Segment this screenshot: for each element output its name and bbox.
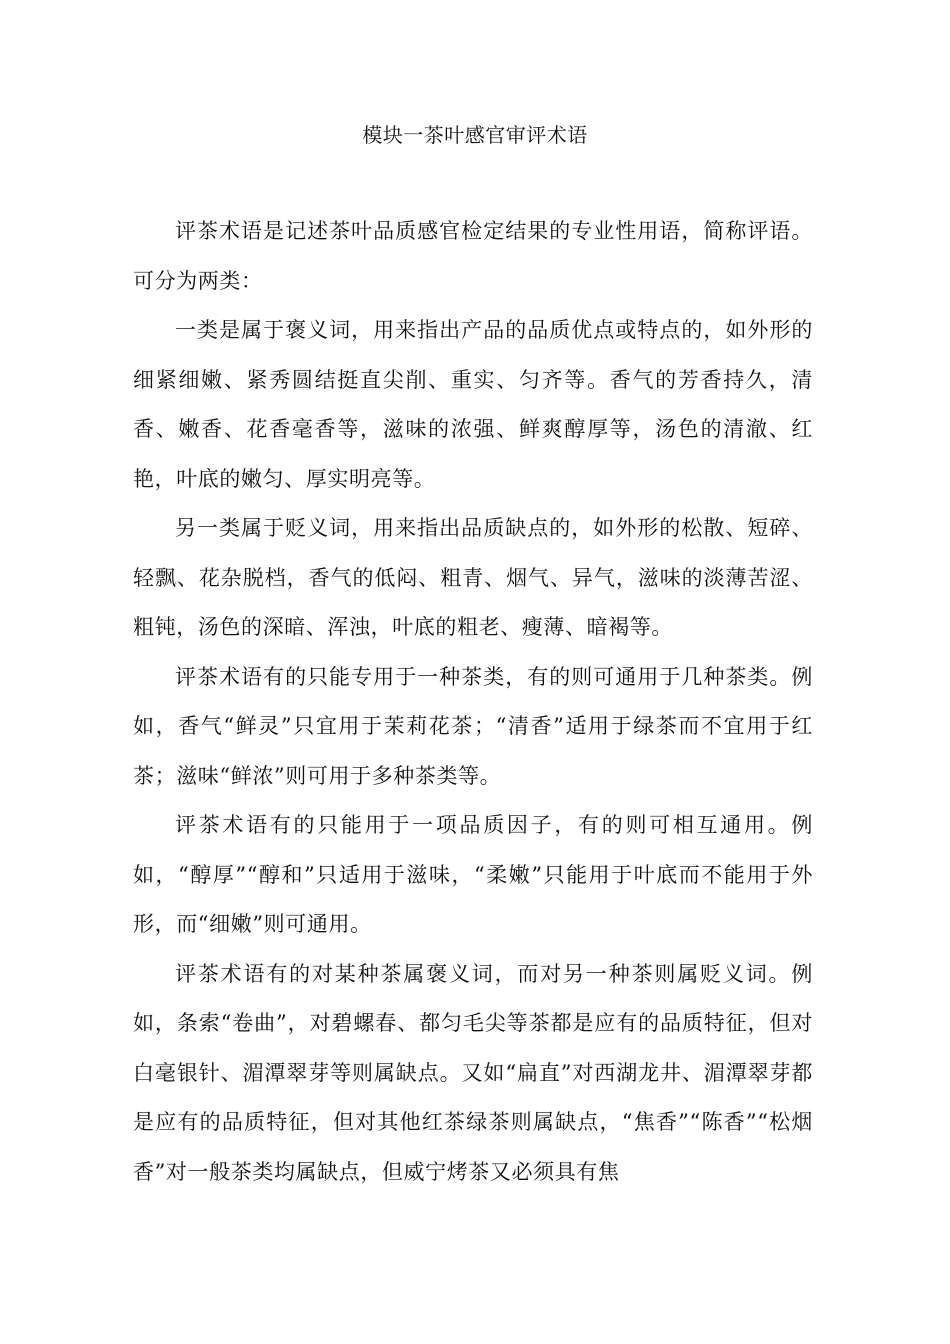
document-body [133,207,813,1197]
paragraph-negative-terms: 另一类属于贬义词，用来指出品质缺点的，如外形的松散、短碎、轻飘、花杂脱档，香气的低闷、粗青、烟气、异气，滋味的淡薄苦涩、粗钝，汤色的深暗、浑浊，叶底的粗老、瘦薄、暗褐等。 [133,516,813,639]
paragraph-positive-terms: 一类是属于褒义词，用来指出产品的品质优点或特点的，如外形的细紧细嫩、紧秀圆结挺直尖削、重实、匀齐等。香气的芳香持久，清香、嫩香、花香毫香等，滋味的浓强、鲜爽醇厚等，汤色的清澈、红艳，叶底的嫩匀、厚实明亮等。 [133,318,813,491]
paragraph-intro: 评茶术语是记述茶叶品质感官检定结果的专业性用语，简称评语。可分为两类： [133,219,813,293]
document-title: 模块一茶叶感官审评术语 [362,123,588,147]
paragraph-quality-factor: 评茶术语有的只能用于一项品质因子，有的则可相互通用。例如，“醇厚”“醇和”只适用于滋味，“柔嫩”只能用于叶底而不能用于外形，而“细嫩”则可通用。 [133,813,813,936]
paragraph-context-dependent: 评茶术语有的对某种茶属褒义词，而对另一种茶则属贬义词。例如，条索“卷曲”，对碧螺春、都匀毛尖等茶都是应有的品质特征，但对白毫银针、湄潭翠芽等则属缺点。又如“扁直”对西湖龙井、湄潭翠芽都是应有的品质特征，但对其他红茶绿茶则属缺点，“焦香”“陈香”“松烟香”对一般茶类均属缺点，但威宁烤茶又必须具有焦 [133,961,813,1184]
paragraph-tea-type-specific: 评茶术语有的只能专用于一种茶类，有的则可通用于几种茶类。例如，香气“鲜灵”只宜用于茉莉花茶；“清香”适用于绿茶而不宜用于红茶；滋味“鲜浓”则可用于多种茶类等。 [133,664,813,788]
